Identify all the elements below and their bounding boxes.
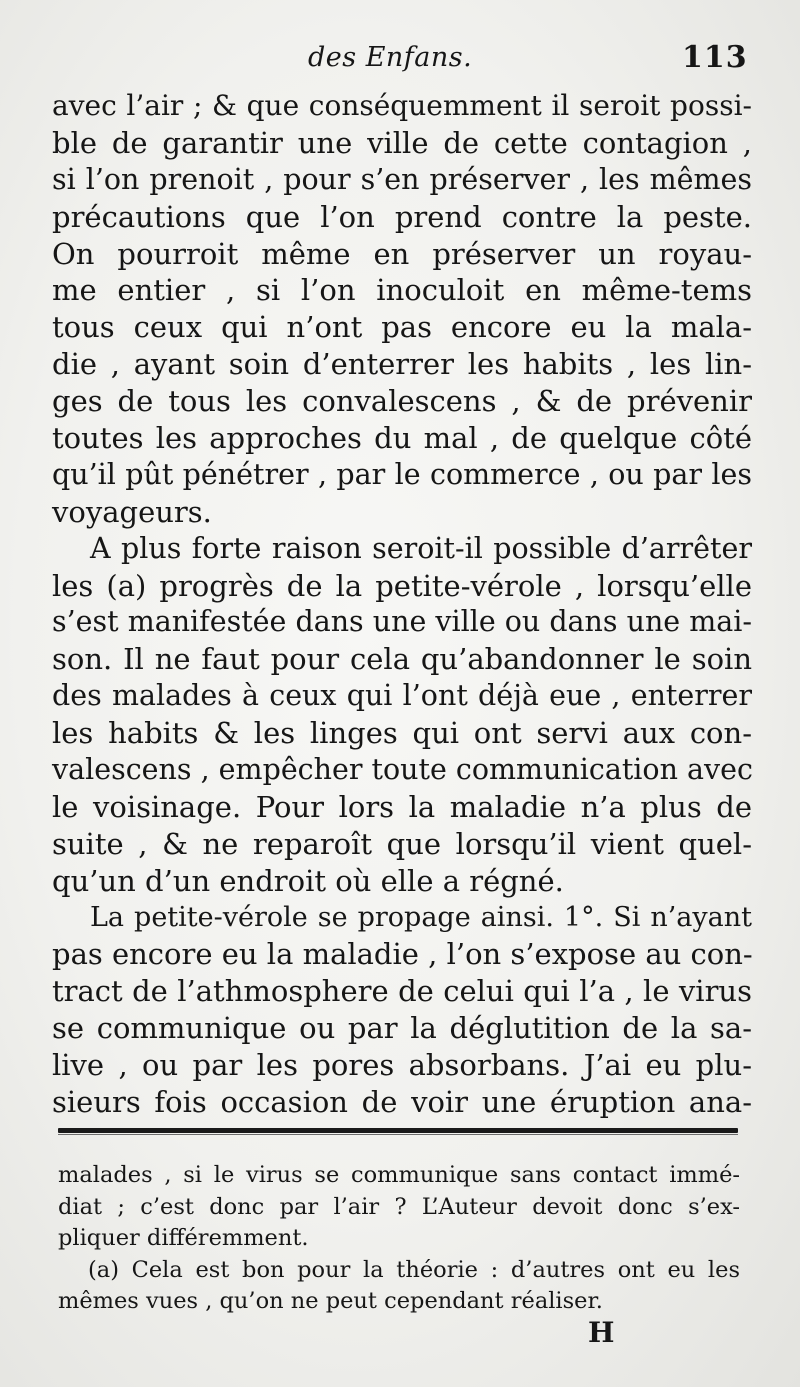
text-line: se communique ou par la déglutition de la sa- (52, 1011, 752, 1046)
text-line: live , ou par les pores absorbans. J’ai eu plu- (52, 1048, 752, 1083)
text-line: voyageurs. (52, 494, 212, 529)
running-title: des Enfans. (308, 42, 473, 73)
signature-mark: H (588, 1316, 616, 1349)
text-line: A plus forte raison seroit-il possible d’arrêter (90, 531, 752, 565)
text-line: toutes les approches du mal , de quelque côté (52, 421, 752, 456)
text-line: s’est manifestée dans une ville ou dans une mai- (52, 605, 752, 639)
text-line: sieurs fois occasion de voir une éruption ana- (52, 1085, 752, 1120)
text-line: ble de garantir une ville de cette contagion , (52, 125, 752, 160)
footnote-line: diat ; c’est donc par l’air ? L’Auteur devoit donc s’ex- (58, 1193, 740, 1220)
text-line: avec l’air ; & que conséquemment il seroit possi- (52, 89, 752, 122)
page-number: 113 (682, 40, 748, 75)
page-header (0, 38, 800, 88)
text-line: précautions que l’on prend contre la peste. (52, 199, 752, 234)
text-line: son. Il ne faut pour cela qu’abandonner le soin (52, 642, 752, 677)
footnote-line: mêmes vues , qu’on ne peut cependant réaliser. (58, 1288, 603, 1314)
text-line: pas encore eu la maladie , l’on s’expose au con- (52, 937, 753, 972)
text-line: les (a) progrès de la petite-vérole , lorsqu’elle (52, 568, 752, 603)
footnote-line: (a) Cela est bon pour la théorie : d’autres ont eu les (88, 1256, 740, 1283)
main-text (52, 88, 752, 1121)
text-line: die , ayant soin d’enterrer les habits , les lin- (52, 347, 752, 382)
text-line: qu’un d’un endroit où elle a régné. (52, 863, 564, 898)
footnote-line: malades , si le virus se communique sans contact immé- (58, 1162, 740, 1188)
text-line: le voisinage. Pour lors la maladie n’a plus de (52, 789, 752, 824)
footnote-line: pliquer différemment. (58, 1225, 309, 1251)
text-line: suite , & ne reparoît que lorsqu’il vient quel- (52, 826, 752, 861)
text-line: On pourroit même en préserver un royau- (52, 236, 752, 271)
text-line: ges de tous les convalescens , & de prévenir (52, 384, 752, 419)
text-line: qu’il pût pénétrer , par le commerce , ou par les (52, 457, 752, 491)
text-line: me entier , si l’on inoculoit en même-tems (52, 273, 752, 308)
text-line: si l’on prenoit , pour s’en préserver , les mêmes (52, 162, 752, 196)
footnotes (58, 1160, 740, 1318)
text-line: des malades à ceux qui l’ont déjà eue , enterrer (52, 679, 752, 713)
text-line: valescens , empêcher toute communication avec (52, 753, 753, 787)
text-line: La petite-vérole se propage ainsi. 1°. Si n’ayant (90, 901, 752, 933)
text-line: tous ceux qui n’ont pas encore eu la mala- (52, 310, 752, 345)
footnote-separator-rule (58, 1128, 738, 1133)
text-line: les habits & les linges qui ont servi aux con- (52, 716, 752, 751)
text-line: tract de l’athmosphere de celui qui l’a , le virus (52, 974, 752, 1009)
